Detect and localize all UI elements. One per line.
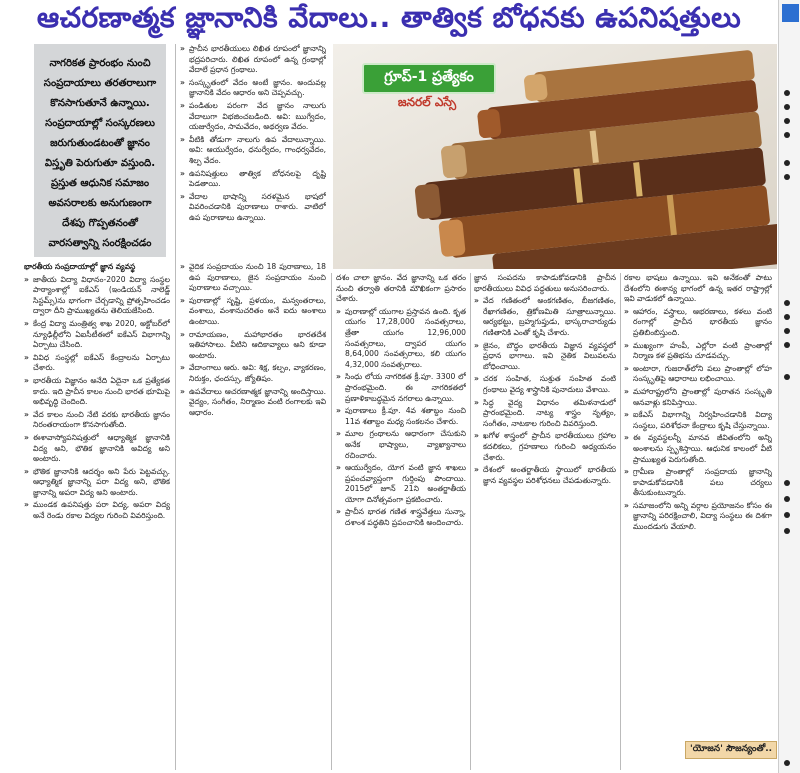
list-item: » రామాయణం, మహాభారతం భారతదేశ ఇతిహాసాలు. వీటిని ఆదికావ్యాలు అని కూడా అంటారు. <box>180 330 326 362</box>
edge-bullet <box>784 132 790 138</box>
list-item: » వేద గణితంలో అంకగణితం, బీజగణితం, రేఖాగణితం, త్రికోణమితి సూత్రాలున్నాయి. ఆర్యభట్టు, బ్రహ్మగుప్తుడు, భాస్కరాచార్యుడు గణితానికి ఎంతో కృషి చేశారు. <box>474 296 616 338</box>
list-item: » మూల గ్రంథాలను ఆధారంగా చేసుకుని అనేక భాష్యాలు, వ్యాఖ్యానాలు రచించారు. <box>336 429 466 461</box>
list-item: » గ్రామీణ ప్రాంతాల్లో సంప్రదాయ జ్ఞానాన్ని కాపాడుకోవడానికి పలు చర్యలు తీసుకుంటున్నారు. <box>624 467 772 499</box>
list-item: » ఐకేఎస్ విభాగాన్ని నిర్వహించడానికి విద్యా సంస్థలు, పరిశోధనా కేంద్రాలు కృషి చేస్తున్నాయి. <box>624 410 772 431</box>
edge-bullet <box>784 528 790 534</box>
article-column-4 <box>474 273 616 770</box>
edge-bullet <box>784 118 790 124</box>
list-item: » పురాణాలు క్రీ.పూ. 4వ శతాబ్దం నుంచి 11వ శతాబ్దం మధ్య సంకలనం చేశారు. <box>336 406 466 427</box>
list-item: » వివిధ సంస్థల్లో ఐకేఎస్ కేంద్రాలను ఏర్పాటు చేశారు. <box>24 353 170 374</box>
list-item: » ముఖ్యంగా హంపీ, ఎల్లోరా వంటి ప్రాంతాల్లో నిర్మాణ కళ ప్రతిభను చూడవచ్చు. <box>624 341 772 362</box>
section-heading: భారతీయ సంప్రదాయాల్లో జ్ఞాన వ్యవస్థ <box>24 262 136 271</box>
article-column-3 <box>336 273 466 770</box>
list-item: » వీటికి తోడుగా నాలుగు ఉప వేదాలున్నాయి. అవి: ఆయుర్వేదం, ధనుర్వేదం, గాంధర్వవేదం, శిల్ప వేదం. <box>180 135 326 167</box>
intro-blurb-box: నాగరికత ప్రారంభం నుంచి సంప్రదాయాలు తరతరాలుగా కొనసాగుతూనే ఉన్నాయి. సంప్రదాయాల్లో సంస్కరణలు జరుగుతుండటంతో జ్ఞానం విస్తృతి పెరుగుతూ వస్తుంది. ప్రస్తుత ఆధునిక సమాజం అవసరాలకు అనుగుణంగా దేశపు గొప్పతనంతో వారసత్వాన్ని సంరక్షించడం <box>34 44 166 257</box>
edge-bullet <box>784 328 790 334</box>
article-headline: ఆచరణాత్మక జ్ఞానానికి వేదాలు.. తాత్విక బోధనకు ఉపనిషత్తులు <box>36 1 742 34</box>
list-item: » వేద కాలం నుంచి నేటి వరకు భారతీయ జ్ఞానం నిరంతరాయంగా కొనసాగుతోంది. <box>24 410 170 431</box>
list-item: » చరక సంహిత, సుశ్రుత సంహిత వంటి గ్రంథాలు వైద్య శాస్త్రానికి పునాదులు వేశాయి. <box>474 374 616 395</box>
edge-bullet <box>784 480 790 486</box>
edge-color-block <box>782 4 799 22</box>
list-item: » ఆయుర్వేదం, యోగ వంటి జ్ఞాన శాఖలు ప్రపంచవ్యాప్తంగా గుర్తింపు పొందాయి. 2015లో జూన్ 21ని అంతర్జాతీయ యోగా దినోత్సవంగా ప్రకటించారు. <box>336 463 466 505</box>
column-divider <box>470 273 471 770</box>
article-column-5 <box>624 273 772 735</box>
article-column-1b <box>180 262 326 770</box>
adjacent-page-strip <box>778 0 800 773</box>
list-item: » సమాజంలోని అన్ని వర్గాల ప్రయోజనం కోసం ఈ జ్ఞానాన్ని పరిరక్షించాలి, విద్యా సంస్థలు ఈ దిశగా ముందడుగు వేయాలి. <box>624 501 772 533</box>
general-essay-label: జనరల్ ఎస్సే <box>397 95 457 109</box>
list-item: » కేంద్ర విద్యా మంత్రిత్వ శాఖ 2020, అక్టోబర్‌లో న్యూఢిల్లీలోని ఏఐసీటీఈలో ఐకేఎస్ విభాగాన్ని ఏర్పాటు చేసింది. <box>24 319 170 351</box>
list-item: » ఆహారం, వస్త్రాలు, ఆభరణాలు, కళలు వంటి రంగాల్లో ప్రాచీన భారతీయ జ్ఞానం ప్రతిబింబిస్తుంది. <box>624 307 772 339</box>
list-item: » పురాణాల్లో సృష్టి, ప్రళయం, మన్వంతరాలు, వంశాలు, వంశానుచరితం అనే ఐదు అంశాలు ఉంటాయి. <box>180 296 326 328</box>
edge-bullet <box>784 160 790 166</box>
list-item: » దేశంలో అంతర్జాతీయ స్థాయిలో భారతీయ జ్ఞాన వ్యవస్థల పరిశోధనలు చేపడుతున్నారు. <box>474 465 616 486</box>
list-item: » ప్రాచీన భారతీయులు లిఖిత రూపంలో జ్ఞానాన్ని భద్రపరిచారు. లిఖిత రూపంలో ఉన్న గ్రంథాల్లో వేదాలే ప్రధాన గ్రంథాలు. <box>180 44 326 76</box>
edge-bullet <box>784 104 790 110</box>
column-divider <box>620 273 621 770</box>
column-divider <box>175 44 176 770</box>
edge-bullet <box>784 300 790 306</box>
edge-bullet <box>784 496 790 502</box>
list-item: » ముండక ఉపనిషత్తు పరా విద్య, అపరా విద్య అనే రెండు రకాల విద్యల గురించి వివరిస్తుంది. <box>24 500 170 521</box>
article-column-2 <box>24 262 170 770</box>
list-item: » ఉపవేదాలు ఆచరణాత్మక జ్ఞానాన్ని అందిస్తాయి. వైద్యం, సంగీతం, నిర్మాణం వంటి రంగాలకు ఇవి ఆధారం. <box>180 387 326 419</box>
list-item: » భారతీయ విజ్ఞానం అనేది ఏదైనా ఒక ప్రత్యేకత కాదు. ఇది ప్రాచీన కాలం నుంచి భారత భూమిపై అభివృద్ధి చెందింది. <box>24 376 170 408</box>
edge-bullet <box>784 314 790 320</box>
list-item: » ఉపనిషత్తులు తాత్విక బోధనలపై దృష్టి పెడతాయి. <box>180 169 326 190</box>
list-item: » సిద్ధ వైద్య విధానం తమిళనాడులో ప్రారంభమైంది. నాట్య శాస్త్రం నృత్యం, సంగీతం, నాటకాల గురించి వివరిస్తుంది. <box>474 398 616 430</box>
list-item: » ఈ వ్యవస్థలన్నీ మానవ జీవితంలోని అన్ని అంశాలను స్పృశిస్తాయి. ఆధునిక కాలంలో వీటి ప్రాముఖ్యత పెరుగుతోంది. <box>624 433 772 465</box>
paragraph: జ్ఞాన సంపదను కాపాడుకోవడానికి ప్రాచీన భారతీయులు వివిధ పద్ధతులు అనుసరించారు. <box>474 273 616 293</box>
list-item: » ఈశావాస్యోపనిషత్తులో ఆధ్యాత్మిక జ్ఞానానికి విద్య అని, భౌతిక జ్ఞానానికి అవిద్య అని అంటారు. <box>24 433 170 465</box>
edge-bullet <box>784 342 790 348</box>
edge-bullet <box>784 760 790 766</box>
list-item: » మహారాష్ట్రలోని ప్రాంతాల్లో పురాతన సంస్కృతి ఆనవాళ్లు కనిపిస్తాయి. <box>624 387 772 408</box>
paragraph: రకాల భాషలు ఉన్నాయి. ఇవి అనేకంతో పాటు దేశంలోని ఈశాన్య భాగంలో ఉన్న ఇతర రాష్ట్రాల్లో ఇవి వాడుకలో ఉన్నాయి. <box>624 273 772 304</box>
list-item: » వేదాంగాలు ఆరు. అవి: శిక్ష, కల్పం, వ్యాకరణం, నిరుక్తం, ఛందస్సు, జ్యోతిషం. <box>180 363 326 384</box>
list-item: » పురాణాల్లో యుగాల ప్రస్తావన ఉంది. కృత యుగం 17,28,000 సంవత్సరాలు, త్రేతా యుగం 12,96,000 సంవత్సరాలు, ద్వాపర యుగం 8,64,000 సంవత్సరాలు, కలి యుగం 4,32,000 సంవత్సరాలు. <box>336 307 466 371</box>
list-item: » పండితుల పరంగా వేద జ్ఞానం నాలుగు వేదాలుగా విభజించబడింది. అవి: ఋగ్వేదం, యజుర్వేదం, సామవేదం, అథర్వణ వేదం. <box>180 101 326 133</box>
article-column-1 <box>180 44 326 256</box>
column-divider <box>331 273 332 770</box>
edge-bullet <box>784 374 790 380</box>
list-item: » వేదాల భాషాన్ని సరళమైన భాషలో వివరించడానికి పురాణాలు రాశారు. వాటిలో ఉప పురాణాలు ఉన్నాయి. <box>180 192 326 224</box>
list-item: » ప్రాచీన భారత గణిత శాస్త్రవేత్తలు సున్నా, దశాంశ పద్ధతిని ప్రపంచానికి అందించారు. <box>336 507 466 528</box>
list-item: » అంటారా, గుజరాత్‌లోని పలు ప్రాంతాల్లో లోహ సంస్కృతిపై ఆధారాలు లభించాయి. <box>624 364 772 385</box>
edge-bullet <box>784 512 790 518</box>
source-credit: 'యోజన' సౌజన్యంతో.. <box>685 741 777 759</box>
edge-bullet <box>784 174 790 180</box>
list-item: » జాతీయ విద్యా విధానం-2020 విద్యా సంస్థల పాఠ్యాంశాల్లో ఐకేఎస్ (ఇండియన్ నాలెడ్జ్ సిస్టమ్స్)ను భాగంగా చేర్చడాన్ని ప్రోత్సహించడం ద్వారా దీని ప్రాముఖ్యతను తెలియజేసింది. <box>24 275 170 317</box>
list-item: » భౌతిక జ్ఞానానికి ఆదర్శం అని పేరు పెట్టవచ్చు. ఆధ్యాత్మిక జ్ఞానాన్ని పరా విద్య అని, భౌతిక జ్ఞానాన్ని అపరా విద్య అని అంటారు. <box>24 467 170 499</box>
paragraph: దశం చాలా జ్ఞానం. వేద జ్ఞానాన్ని ఒక తరం నుంచి తర్వాతి తరానికి మౌఖికంగా ప్రసారం చేశారు. <box>336 273 466 304</box>
list-item: » సింధు లోయ నాగరికత క్రీ.పూ. 3300 లో ప్రారంభమైంది. ఈ నాగరికతలో ప్రణాళికాబద్ధమైన నగరాలు ఉన్నాయి. <box>336 372 466 404</box>
group1-special-badge: గ్రూప్-1 ప్రత్యేకం <box>362 63 496 94</box>
list-item: » ఖగోళ శాస్త్రంలో ప్రాచీన భారతీయులు గ్రహాల కదలికలు, గ్రహణాలు గురించి అధ్యయనం చేశారు. <box>474 431 616 463</box>
edge-bullet <box>784 90 790 96</box>
list-item: » సంస్కృతంలో వేదం అంటే జ్ఞానం. అందువల్ల జ్ఞానానికి వేదం ఆధారం అని చెప్పవచ్చు. <box>180 78 326 99</box>
list-item: » వైదిక సంప్రదాయం నుంచి 18 పురాణాలు, 18 ఉప పురాణాలు, జైన సంప్రదాయం నుంచి పురాణాలు వచ్చాయి. <box>180 262 326 294</box>
list-item: » జైనం, బౌద్ధం భారతీయ విజ్ఞాన వ్యవస్థలో ప్రధాన భాగాలు. ఇవి నైతిక విలువలను బోధించాయి. <box>474 341 616 373</box>
